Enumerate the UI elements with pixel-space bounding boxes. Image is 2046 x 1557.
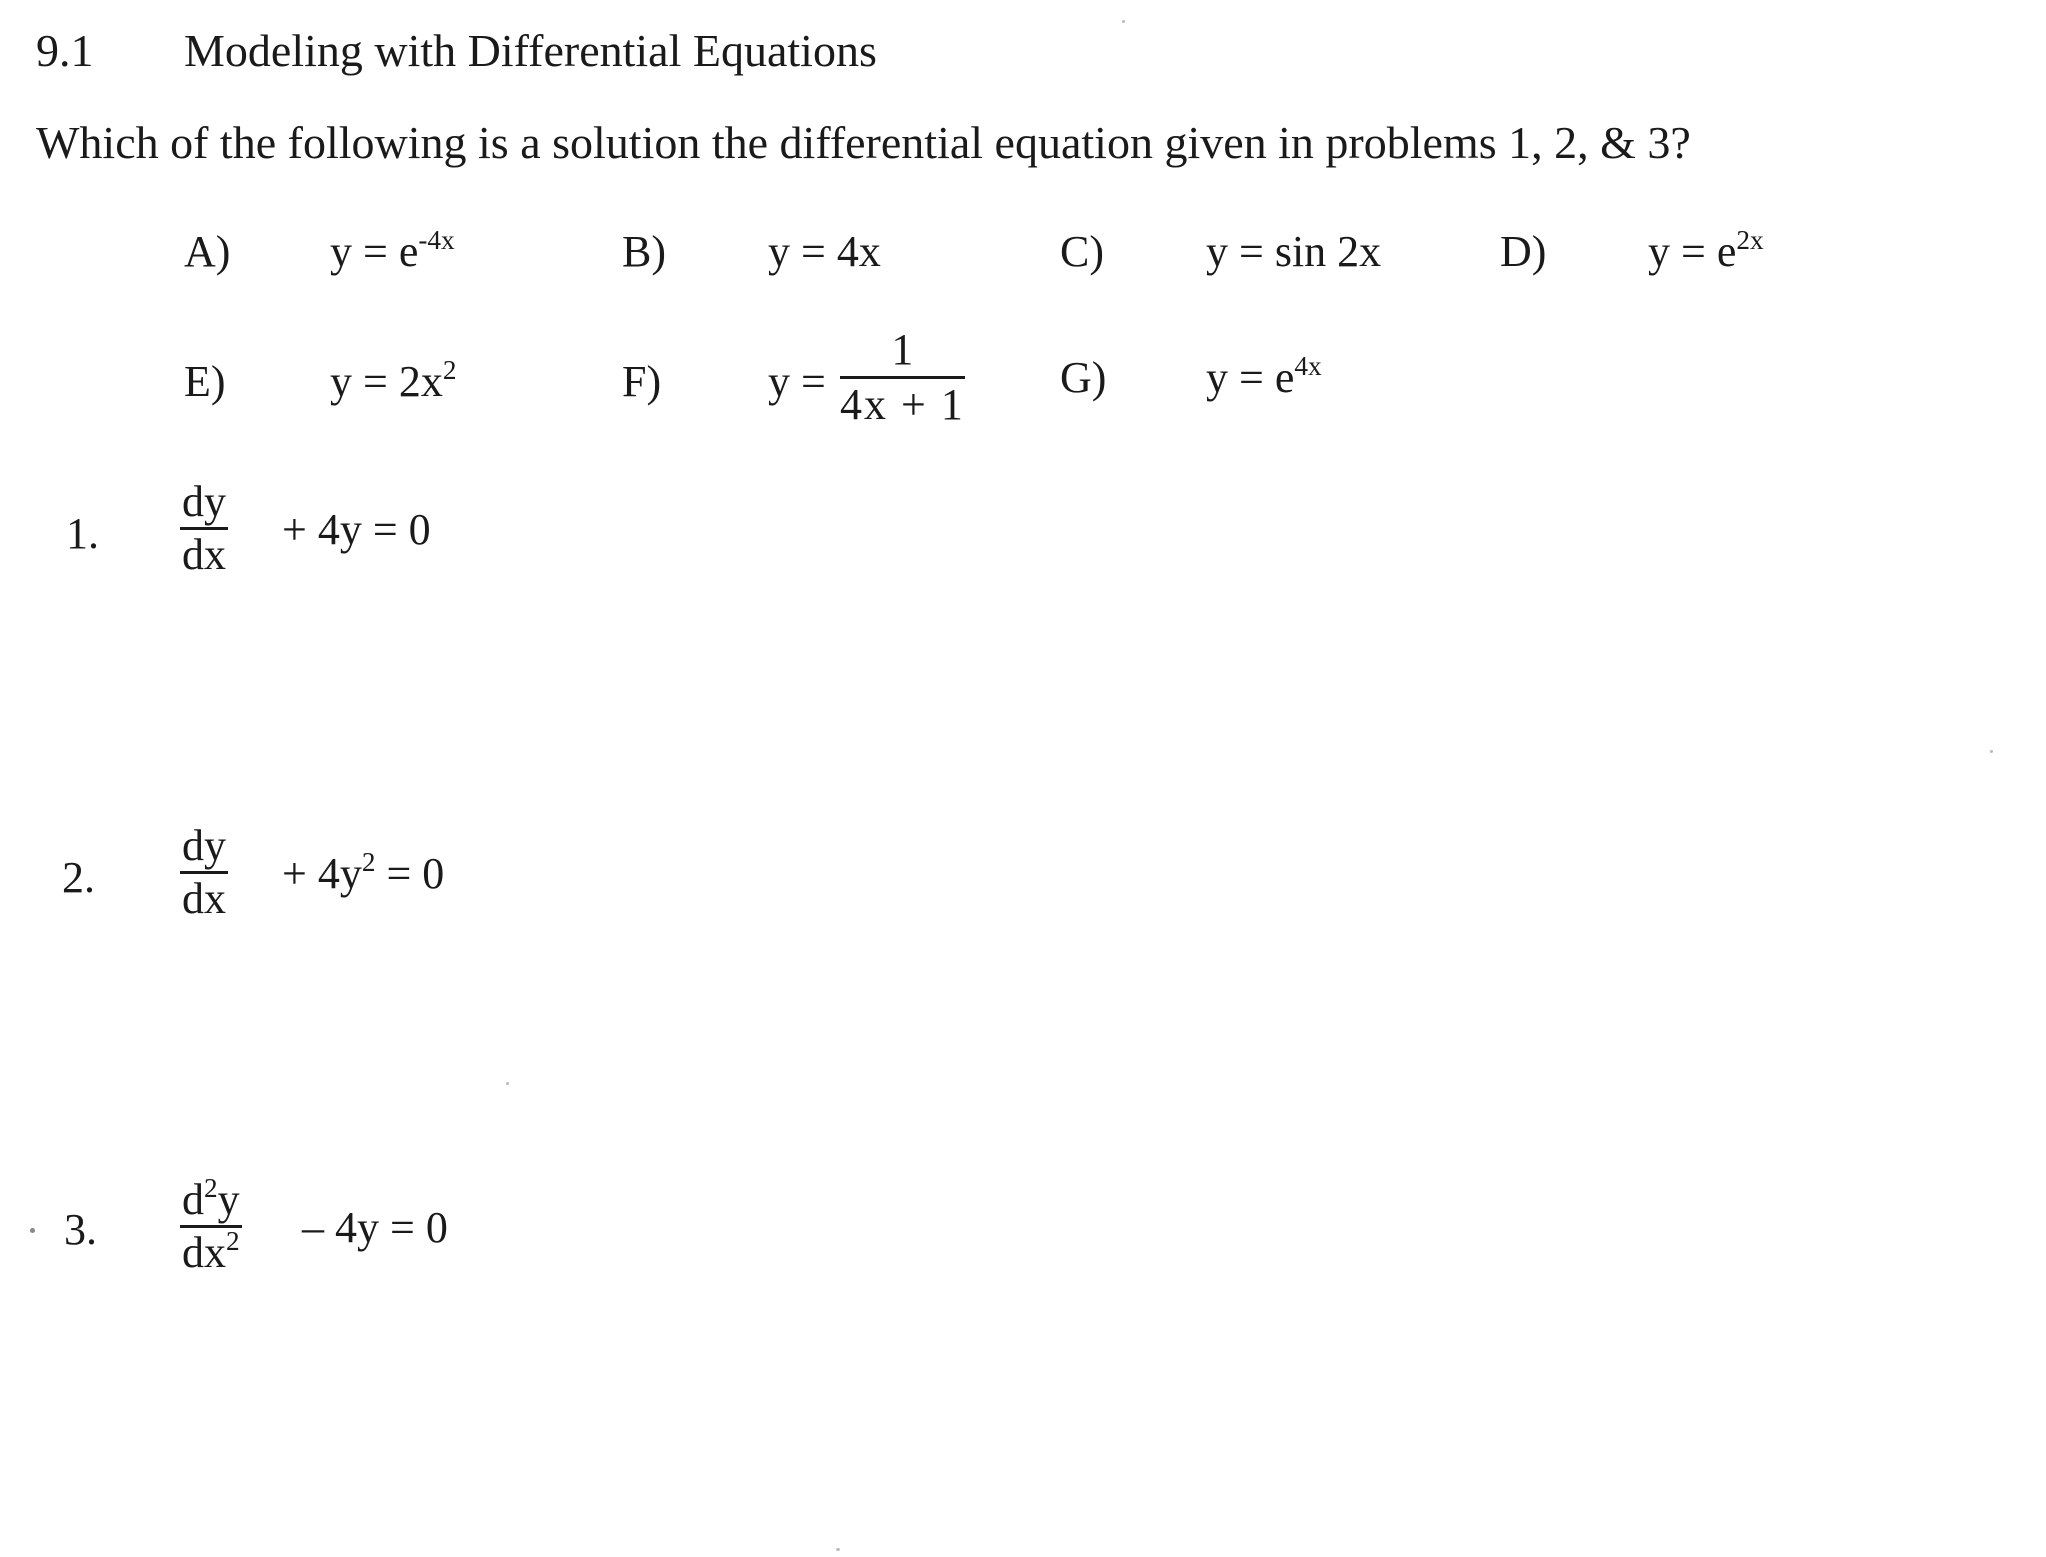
problem-2-derivative <box>180 821 228 923</box>
scan-speck <box>1990 750 1993 753</box>
problem-2-denominator: dx <box>182 874 226 923</box>
choice-f-fraction <box>840 325 965 429</box>
section-title: Modeling with Differential Equations <box>184 25 877 76</box>
scan-speck <box>30 1228 35 1233</box>
choice-e-label: E) <box>184 357 226 406</box>
problem-1-derivative <box>180 477 228 579</box>
problem-1-number: 1. <box>66 509 99 558</box>
problem-3-derivative <box>180 1173 242 1277</box>
choice-e-expression: $y = 2x^2$ <box>330 355 457 406</box>
section-number: 9.1 <box>36 25 94 76</box>
problem-2-equation-rest: + $4y^2 = 0$ <box>282 847 445 898</box>
problem-1-denominator: dx <box>182 530 226 579</box>
problem-1-equation-rest: + 4y = 0 <box>282 505 431 554</box>
scan-speck <box>506 1082 509 1085</box>
choice-b-label: B) <box>622 227 666 276</box>
choice-b-expression: y = 4x <box>768 227 881 276</box>
choice-f-numerator: 1 <box>891 325 914 374</box>
scan-speck <box>1122 20 1125 23</box>
choice-d-expression: $y = e^{2x}$ <box>1648 225 1764 276</box>
choice-g-expression: $y = e^{4x}$ <box>1206 351 1322 402</box>
problem-2-number: 2. <box>62 853 95 902</box>
problem-3-numerator: $d^2y$ <box>182 1173 240 1224</box>
choice-g-label: G) <box>1060 353 1107 402</box>
scan-speck <box>836 1548 840 1551</box>
problem-2-numerator: dy <box>182 821 226 870</box>
problem-3-equation-rest: – 4y = 0 <box>302 1203 448 1252</box>
problem-3-number: 3. <box>64 1205 97 1254</box>
choice-c-label: C) <box>1060 227 1104 276</box>
choice-c-expression: y = sin 2x <box>1206 227 1382 276</box>
choice-f-denominator: 4x + 1 <box>840 380 965 429</box>
instruction-text: Which of the following is a solution the differential equation given in problems 1, 2, & 3? <box>36 117 1691 168</box>
choice-a-label: A) <box>184 227 231 276</box>
problem-1-numerator: dy <box>182 477 226 526</box>
problem-3-denominator: $dx^2$ <box>182 1226 240 1277</box>
choice-d-label: D) <box>1500 227 1547 276</box>
choice-f-lhs: y = <box>768 357 826 406</box>
choice-f-label: F) <box>622 357 662 406</box>
choice-a-expression: $y = e^{-4x}$ <box>330 225 455 276</box>
